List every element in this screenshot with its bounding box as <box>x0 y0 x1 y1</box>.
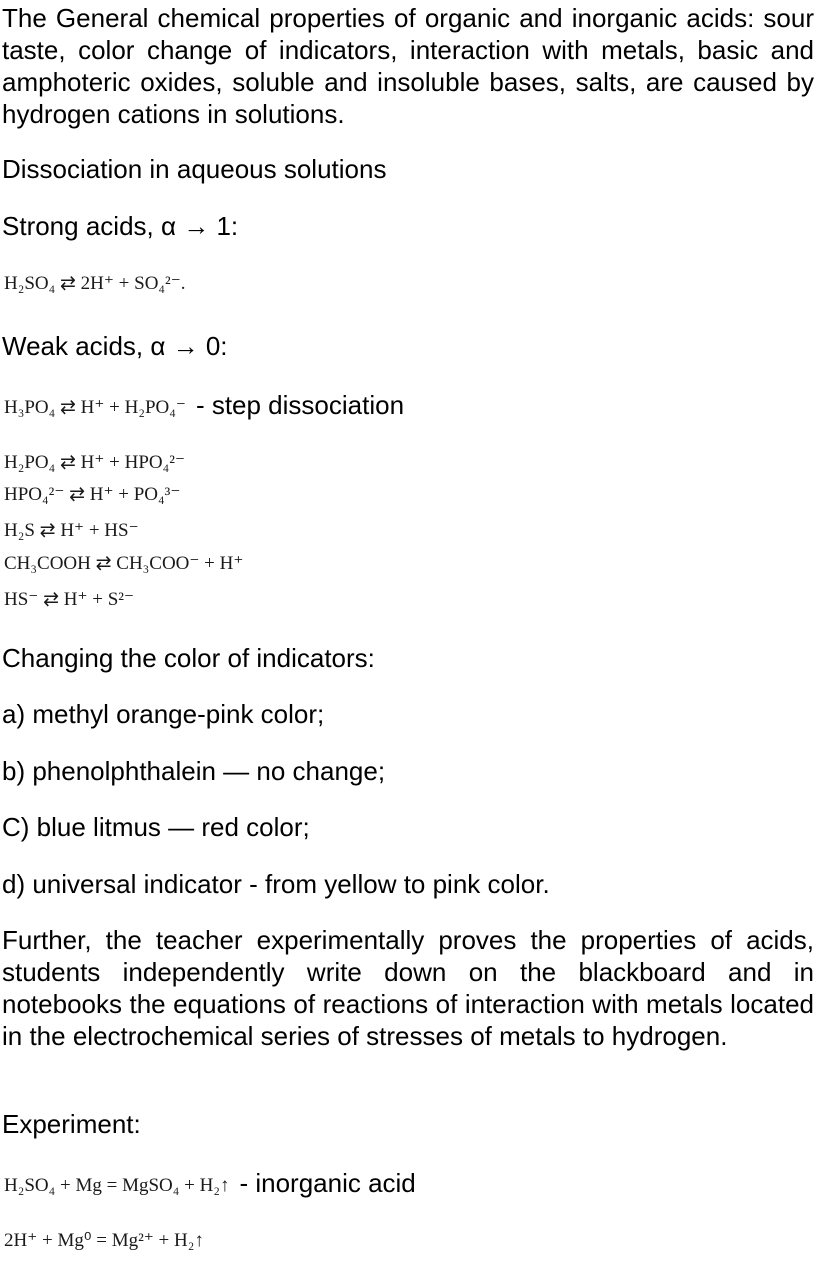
weak-acids-label: Weak acids, α → 0: <box>2 331 228 361</box>
equation-text: H₂S ⇄ H⁺ + HS⁻ <box>4 520 139 541</box>
equation-weak-step <box>4 588 134 612</box>
experiment-label: Experiment: <box>2 1109 141 1139</box>
equation-text: HS⁻ ⇄ H⁺ + S²⁻ <box>4 589 134 610</box>
equation-text: H₂PO₄ ⇄ H⁺ + HPO₄²⁻ <box>4 452 186 473</box>
equation-text: CH₃COOH ⇄ CH₃COO⁻ + H⁺ <box>4 553 244 574</box>
dissociation-heading: Dissociation in aqueous solutions <box>2 154 387 184</box>
equation-strong-acid <box>4 272 186 296</box>
equation-weak-step <box>4 552 243 576</box>
intro-paragraph: The General chemical properties of organic and inorganic acids: sour taste, color change of indicators, interaction with metals, basic and amphoteric oxides, soluble and insoluble bases, salts, are caused by hydrogen cations in solutions. <box>2 3 814 129</box>
indicator-item: a) methyl orange-pink color; <box>2 699 325 729</box>
equation-text: HPO₄²⁻ ⇄ H⁺ + PO₄³⁻ <box>4 484 181 505</box>
indicator-item: b) phenolphthalein — no change; <box>2 756 386 786</box>
equation-text: H₂SO₄ + Mg = MgSO₄ + H₂↑ <box>4 1175 230 1196</box>
equation-weak-step <box>4 519 139 543</box>
equation-text: H₃PO₄ ⇄ H⁺ + H₂PO₄⁻ <box>4 397 186 418</box>
strong-acids-label: Strong acids, α → 1: <box>2 211 239 241</box>
equation-weak-step <box>4 451 185 475</box>
step-dissociation-note: - step dissociation <box>195 390 405 420</box>
equation-weak-acid-first <box>4 392 404 420</box>
further-paragraph: Further, the teacher experimentally proves the properties of acids, students independently write down on the blackboard and in notebooks the equations of reactions of interaction with metals located in the electrochemical series of stresses of metals to hydrogen. <box>2 925 814 1051</box>
equation-experiment-ionic <box>4 1229 204 1253</box>
inorganic-acid-note: - inorganic acid <box>239 1168 416 1198</box>
indicator-item: C) blue litmus — red color; <box>2 812 310 842</box>
equation-text: H₂SO₄ ⇄ 2H⁺ + SO₄²⁻. <box>4 273 186 294</box>
equation-experiment-molecular <box>4 1170 416 1198</box>
equation-text: 2H⁺ + Mg⁰ = Mg²⁺ + H₂↑ <box>4 1230 204 1251</box>
equation-weak-step <box>4 483 180 507</box>
indicator-item: d) universal indicator - from yellow to pink color. <box>2 869 550 899</box>
indicators-heading: Changing the color of indicators: <box>2 643 375 673</box>
